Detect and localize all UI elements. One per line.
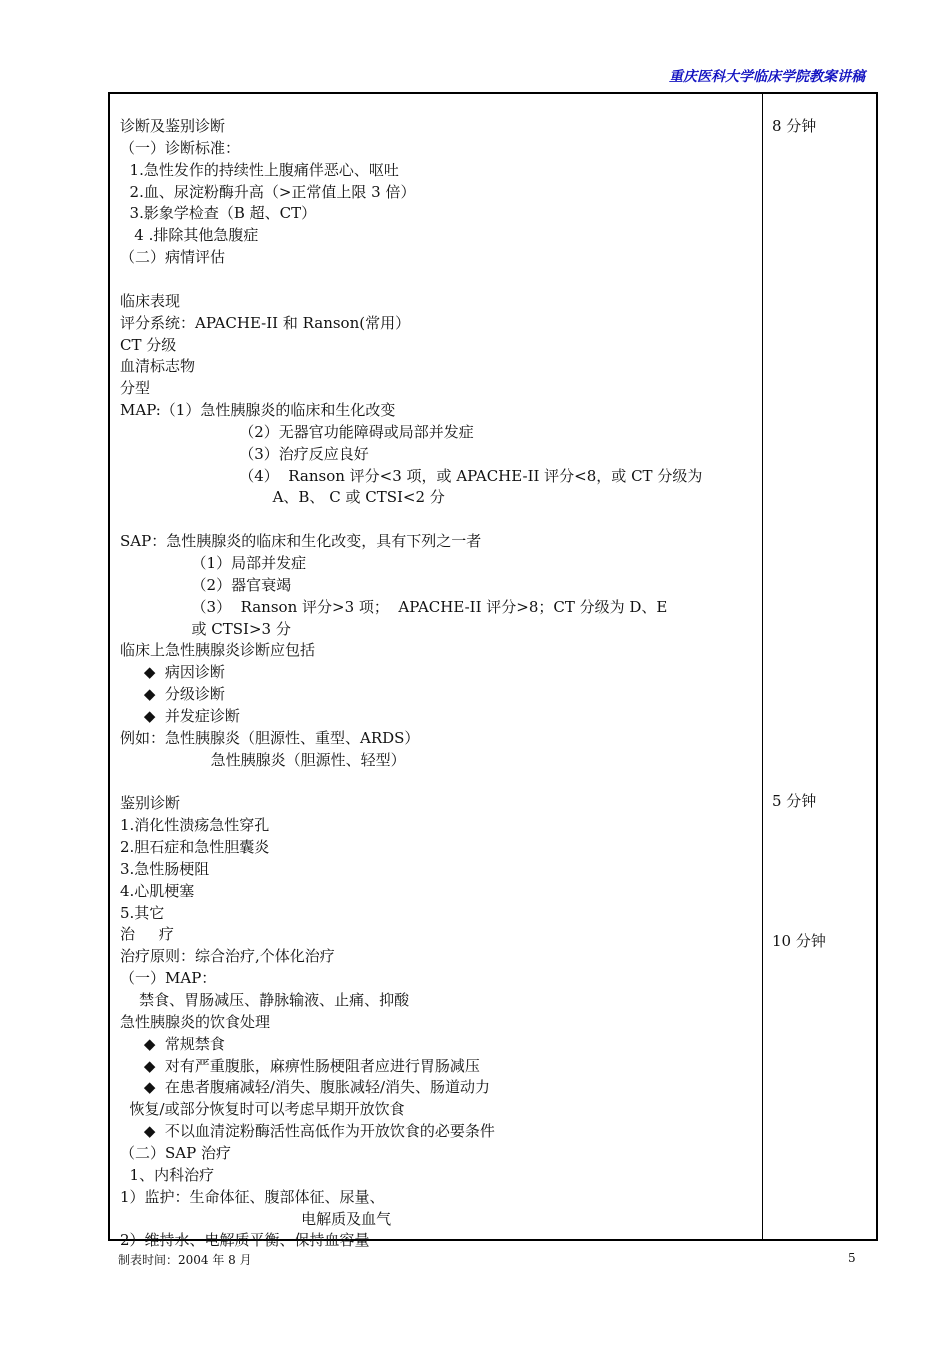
content-line: ◆ 常规禁食 [120,1034,225,1053]
content-line: 1.消化性溃疡急性穿孔 [120,816,270,835]
content-line: 4.心肌梗塞 [120,881,195,900]
content-line: 临床上急性胰腺炎诊断应包括 [120,641,316,660]
header-title: 重庆医科大学临床学院教案讲稿 [669,69,865,85]
content-line: （4） Ranson 评分<3 项，或 APACHE-II 评分<8，或 CT 分级为 [120,466,703,485]
content-line: 血清标志物 [120,357,196,376]
content-line: （2）器官衰竭 [120,575,292,594]
content-line: （二）病情评估 [120,248,226,267]
time-allocation: 5 分钟 [772,792,817,810]
content-line: （一）MAP： [120,969,217,988]
content-line: （1）局部并发症 [120,554,307,572]
content-line: 5.其它 [120,903,165,922]
content-line: CT 分级 [120,335,177,354]
column-divider [762,94,763,1239]
footer-date: 制表时间：2004 年 8 月 [118,1253,252,1267]
lesson-table [108,92,878,1250]
content-line: MAP:（1）急性胰腺炎的临床和生化改变 [120,401,396,420]
content-line: （3） Ranson 评分>3 项； APACHE-II 评分>8；CT 分级为 D、E [120,597,668,616]
content-line: A、B、 C 或 CTSI<2 分 [120,488,445,507]
content-line: 治疗原则：综合治疗,个体化治疗 [120,947,335,966]
content-line: （一）诊断标准： [120,138,241,157]
content-line: ◆ 对有严重腹胀，麻痹性肠梗阻者应进行胃肠减压 [120,1056,480,1075]
content-line: 1、内科治疗 [120,1165,215,1184]
content-line: 1）监护：生命体征、腹部体征、尿量、 [120,1187,385,1206]
content-line: 2）维持水、电解质平衡、保持血容量 [120,1231,370,1250]
content-line: 4 .排除其他急腹症 [120,226,259,245]
content-line: SAP：急性胰腺炎的临床和生化改变，具有下列之一者 [120,532,482,551]
content-line: （二）SAP 治疗 [120,1143,231,1162]
content-line: 禁食、胃肠减压、静脉输液、止痛、抑酸 [120,991,410,1009]
content-line: 或 CTSI>3 分 [120,619,291,638]
page-number: 5 [848,1251,856,1265]
content-line: ◆ 分级诊断 [120,685,225,704]
content-line: 急性胰腺炎（胆源性、轻型） [120,750,406,769]
content-line: 鉴别诊断 [120,794,181,813]
content-line: （3）治疗反应良好 [120,444,369,463]
content-line: 诊断及鉴别诊断 [120,117,226,135]
content-line: 电解质及血气 [120,1209,392,1228]
content-line: ◆ 不以血清淀粉酶活性高低作为开放饮食的必要条件 [120,1122,495,1141]
content-line: ◆ 并发症诊断 [120,706,240,725]
content-line: （2）无器官功能障碍或局部并发症 [120,422,474,441]
content-line: 例如：急性胰腺炎（胆源性、重型、ARDS） [120,728,420,747]
content-line: ◆ 病因诊断 [120,663,225,682]
time-allocation: 10 分钟 [772,932,826,950]
content-line: 治 疗 [120,925,174,944]
content-line: 评分系统：APACHE-II 和 Ranson(常用） [120,313,411,332]
time-allocation: 8 分钟 [772,117,817,135]
content-line: 临床表现 [120,291,181,310]
content-line: 分型 [120,379,151,398]
content-line: 急性胰腺炎的饮食处理 [120,1012,271,1031]
content-line: 1.急性发作的持续性上腹痛伴恶心、呕吐 [120,160,399,179]
content-line: 3.急性肠梗阻 [120,859,210,878]
content-line: 2.胆石症和急性胆囊炎 [120,838,270,857]
content-line: ◆ 在患者腹痛减轻/消失、腹胀减轻/消失、肠道动力 [120,1078,491,1097]
content-line: 恢复/或部分恢复时可以考虑早期开放饮食 [120,1100,405,1119]
content-line: 2.血、尿淀粉酶升高（>正常值上限 3 倍） [120,182,416,201]
content-line: 3.影象学检查（B 超、CT） [120,204,317,223]
